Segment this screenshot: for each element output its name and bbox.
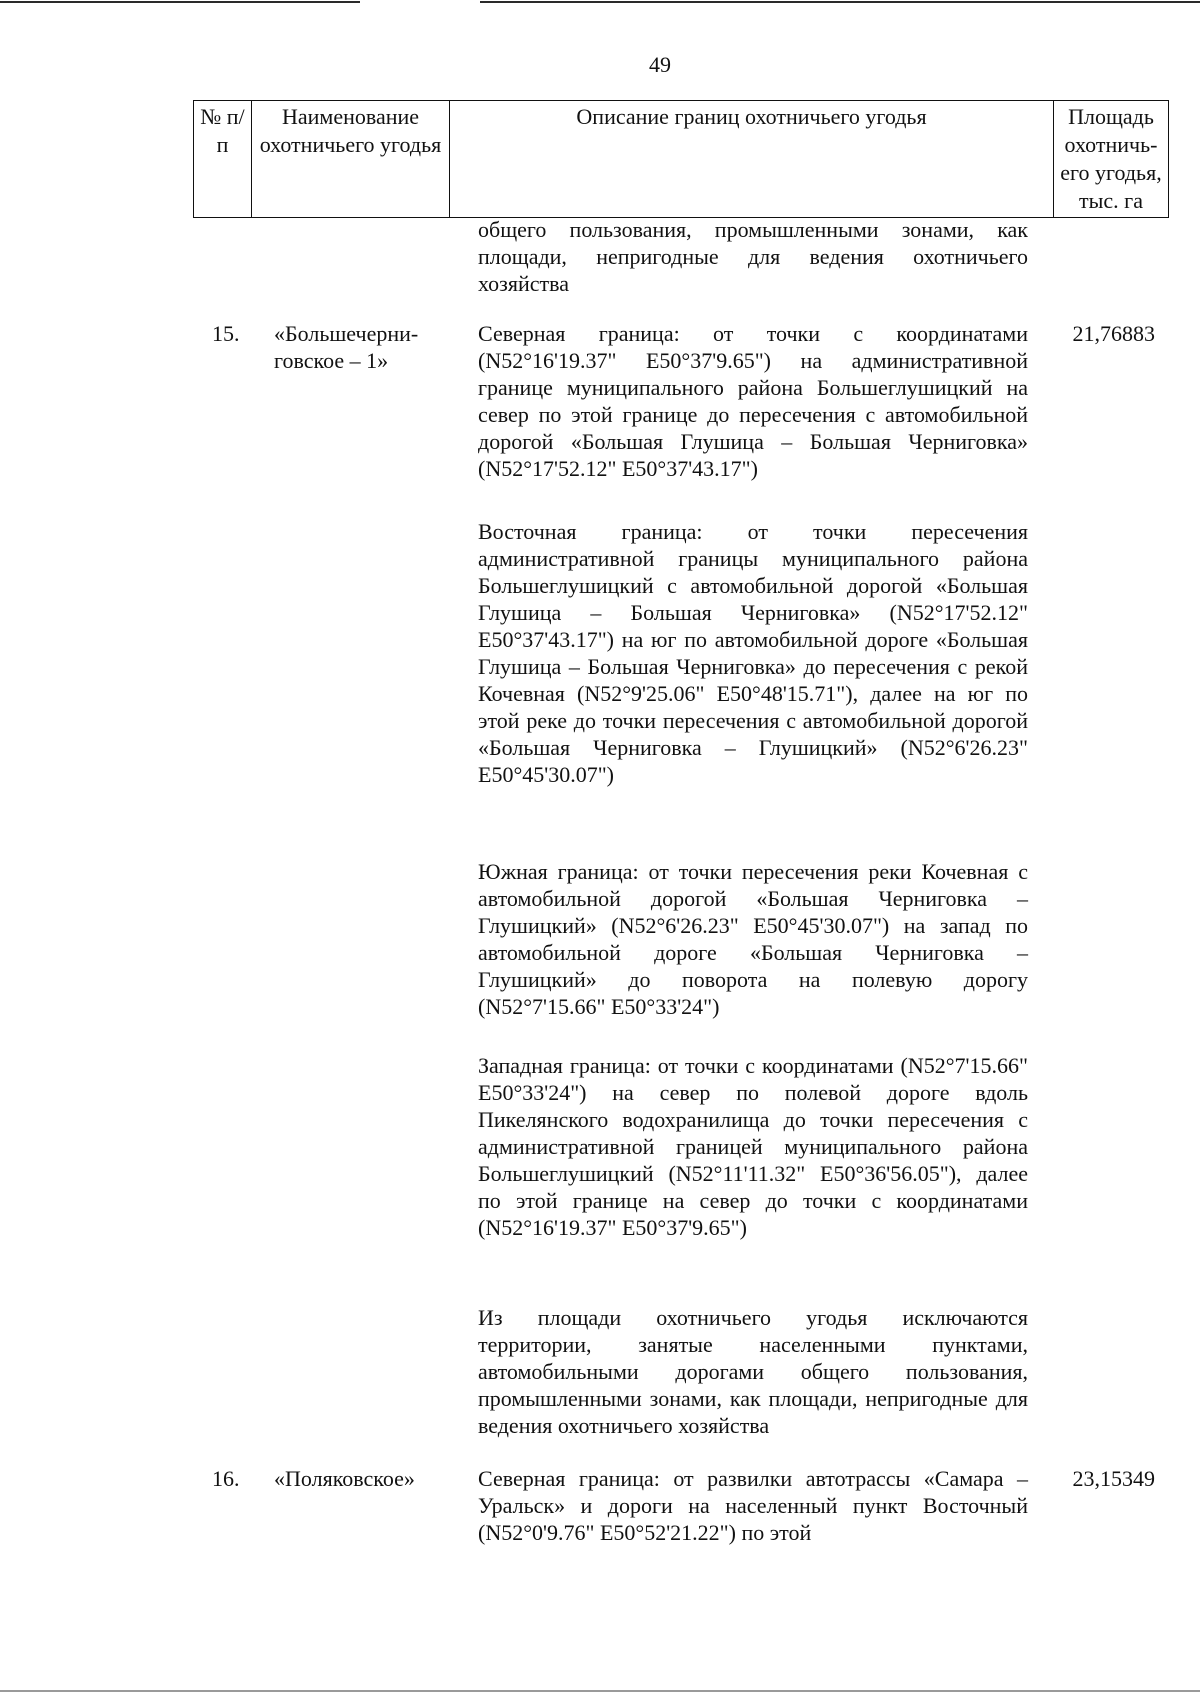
header-area: Площадь охотничь-его угодья, тыс. га [1054,101,1169,218]
description-paragraph: Западная граница: от точки с координатами (N52°7'15.66" E50°33'24") на север по полевой дороге вдоль Пикелянского водохранилища до точки пересечения с административной границей муниципального района Большеглушицкий (N52°11'11.32" E50°36'56.05"), далее по этой границе на север до точки с координатами (N52°16'19.37" E50°37'9.65") [478,1053,1028,1240]
description-paragraph: Из площади охотничьего угодья исключаются территории, занятые населенными пунктами, автомобильными дорогами общего пользования, промышленными зонами, как площади, непригодные для ведения охотничьего хозяйства [478,1305,1028,1438]
row-number: 16. [212,1466,240,1491]
row-description [478,1052,1028,1241]
scan-edge-line [0,1,360,3]
description-paragraph: Восточная граница: от точки пересечения административной границы муниципального района Большеглушицкий с автомобильной дорогой «Большая Глушица – Большая Черниговка» (N52°17'52.12" E50°37'43.17") на юг по автомобильной дороге «Большая Глушица – Большая Черниговка» до пересечения с рекой Кочевная (N52°9'25.06" E50°48'15.71"), далее на юг по этой реке до точки пересечения с автомобильной дорогой «Большая Черниговка – Глушицкий» (N52°6'26.23" E50°45'30.07") [478,519,1028,787]
page-number: 49 [649,52,671,77]
row-name: «Большечерни-говское – 1» [274,321,419,373]
row-area: 23,15349 [1072,1466,1155,1491]
header-name: Наименование охотничьего угодья [252,101,450,218]
scan-edge-line [0,1690,1200,1692]
header-num: № п/п [194,101,252,218]
row-description [478,1304,1028,1439]
row-number: 15. [212,321,240,346]
row-description [478,858,1028,1020]
description-paragraph: Южная граница: от точки пересечения реки Кочевная с автомобильной дорогой «Большая Черниговка – Глушицкий» (N52°6'26.23" E50°45'30.07") на запад по автомобильной дороге «Большая Черниговка – Глушицкий» до поворота на полевую дорогу (N52°7'15.66" E50°33'24") [478,859,1028,1019]
header-description: Описание границ охотничьего угодья [450,101,1054,218]
continuation-text: общего пользования, промышленными зонами, как площади, непригодные для ведения охотничьего хозяйства [478,217,1028,296]
row-description [478,518,1028,788]
row-name: «Поляковское» [274,1466,415,1491]
description-paragraph: Северная граница: от развилки автотрассы «Самара – Уральск» и дороги на населенный пункт Восточный (N52°0'9.76" E50°52'21.22") по этой [478,1466,1028,1545]
row-description [478,1465,1028,1546]
description-paragraph: Северная граница: от точки с координатами (N52°16'19.37" E50°37'9.65") на административной границе муниципального района Большеглушицкий на север по этой границе до пересечения с автомобильной дорогой «Большая Глушица – Большая Черниговка» (N52°17'52.12" E50°37'43.17") [478,321,1028,481]
row-area: 21,76883 [1072,321,1155,346]
table-header [193,100,1169,218]
row-description [478,320,1028,482]
scan-edge-line [480,1,1200,3]
